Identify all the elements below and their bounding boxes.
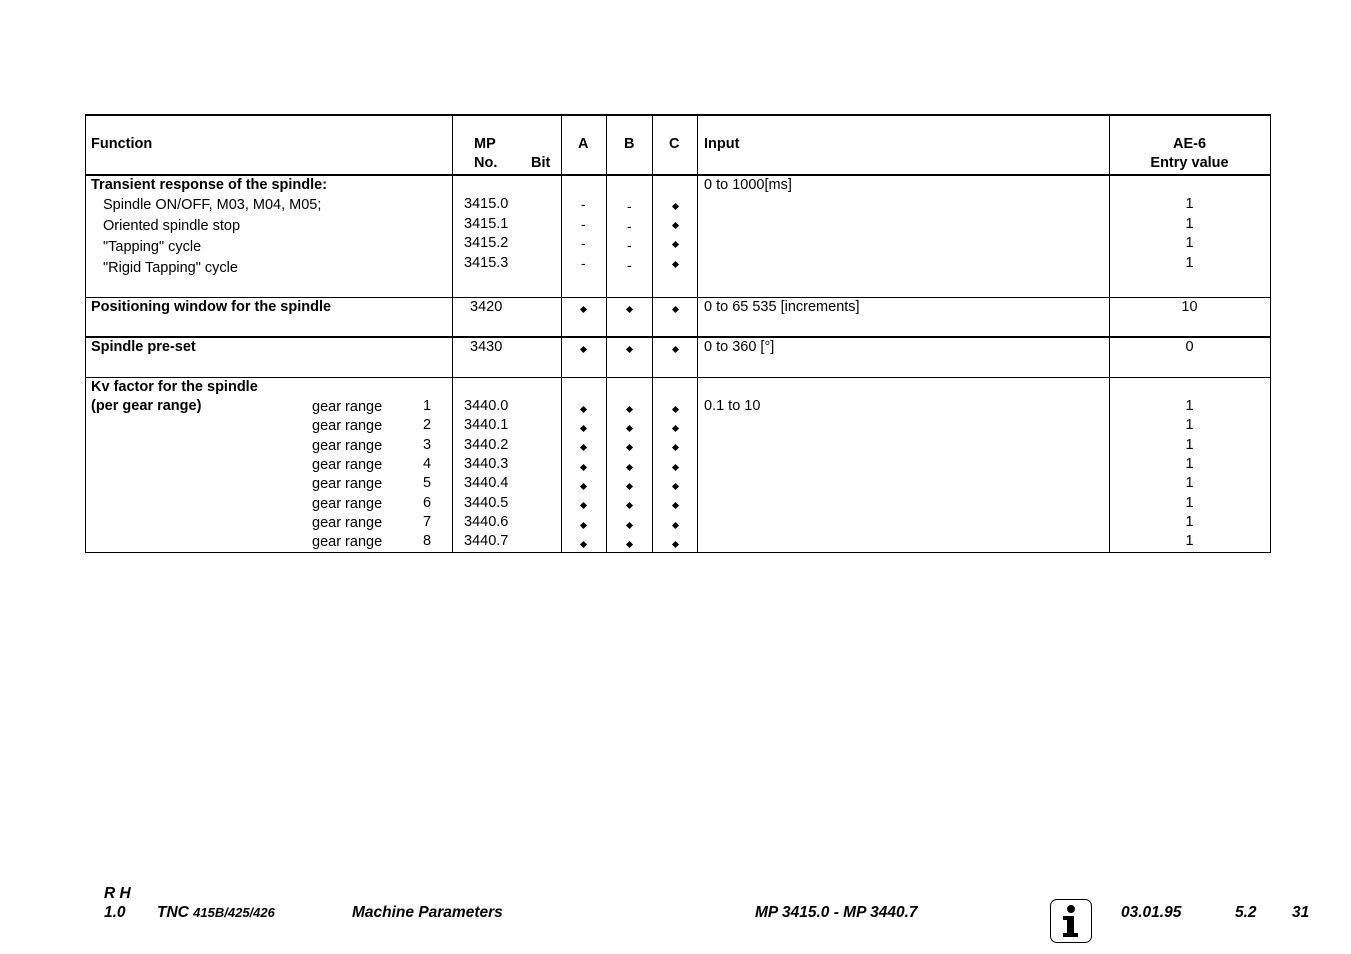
mp-number: 3440.7 [464, 533, 509, 549]
footer-mp-range: MP 3415.0 - MP 3440.7 [755, 904, 918, 921]
input-range: 0 to 360 [°] [704, 339, 775, 355]
col-b-dash: - [627, 237, 632, 253]
diamond-icon [626, 464, 633, 471]
mp-number: 3440.4 [464, 475, 509, 491]
diamond-icon [672, 203, 679, 210]
diamond-icon [672, 425, 679, 432]
col-a-dash: - [581, 216, 586, 232]
entry-value: 1 [1185, 495, 1194, 511]
entry-value: 1 [1185, 216, 1194, 232]
header-mp: MP [474, 136, 496, 152]
diamond-icon [672, 222, 679, 229]
footer-models: 415B/425/426 [193, 905, 275, 920]
footer-tnc [157, 904, 275, 922]
entry-value: 10 [1181, 299, 1198, 315]
input-range: 0 to 65 535 [increments] [704, 299, 860, 315]
mp-number: 3420 [470, 299, 503, 315]
transient-item-label: "Tapping" cycle [103, 239, 202, 255]
diamond-icon [672, 346, 679, 353]
header-entry-value: Entry value [1150, 155, 1229, 171]
diamond-icon [626, 502, 633, 509]
gear-range-label: gear range [312, 476, 383, 492]
diamond-icon [580, 502, 587, 509]
gear-range-label: gear range [312, 496, 383, 512]
mp-number: 3415.0 [464, 196, 509, 212]
footer-version: 1.0 [104, 904, 126, 921]
mp-number: 3415.3 [464, 255, 509, 271]
header-mp-no: No. [474, 155, 498, 171]
diamond-icon [580, 541, 587, 548]
diamond-icon [626, 306, 633, 313]
footer-rh: R H [104, 885, 131, 902]
diamond-icon [672, 261, 679, 268]
footer-date: 03.01.95 [1121, 904, 1182, 921]
gear-range-number: 4 [423, 456, 432, 472]
transient-item-label: Spindle ON/OFF, M03, M04, M05; [103, 197, 322, 213]
col-a-dash: - [581, 196, 586, 212]
gear-range-number: 5 [423, 475, 432, 491]
diamond-icon [626, 522, 633, 529]
diamond-icon [672, 464, 679, 471]
diamond-icon [672, 444, 679, 451]
diamond-icon [672, 406, 679, 413]
entry-value: 1 [1185, 235, 1194, 251]
entry-value: 0 [1185, 339, 1194, 355]
header-col-c: C [669, 136, 680, 152]
entry-value: 1 [1185, 437, 1194, 453]
info-glyph [1051, 900, 1091, 942]
mp-number: 3440.6 [464, 514, 509, 530]
footer-page-number: 31 [1292, 904, 1310, 921]
mp-number: 3440.5 [464, 495, 509, 511]
col-a-dash: - [581, 235, 586, 251]
input-range: 0.1 to 10 [704, 398, 761, 414]
header-col-b: B [624, 136, 635, 152]
mp-number: 3440.3 [464, 456, 509, 472]
col-b-dash: - [627, 218, 632, 234]
gear-range-label: gear range [312, 438, 383, 454]
diamond-icon [626, 346, 633, 353]
kv-subtitle: (per gear range) [91, 398, 202, 414]
info-icon [1050, 899, 1092, 943]
gear-range-number: 6 [423, 495, 432, 511]
transient-item-label: Oriented spindle stop [103, 218, 241, 234]
diamond-icon [580, 306, 587, 313]
mp-number: 3415.2 [464, 235, 509, 251]
diamond-icon [626, 541, 633, 548]
entry-value: 1 [1185, 475, 1194, 491]
parameter-table [85, 114, 1271, 553]
gear-range-number: 7 [423, 514, 432, 530]
kv-title: Kv factor for the spindle [91, 379, 258, 395]
diamond-icon [626, 444, 633, 451]
gear-range-number: 1 [423, 398, 432, 414]
gear-range-label: gear range [312, 515, 383, 531]
col-b-dash: - [627, 198, 632, 214]
positioning-title: Positioning window for the spindle [91, 299, 332, 315]
diamond-icon [672, 306, 679, 313]
entry-value: 1 [1185, 417, 1194, 433]
mp-number: 3430 [470, 339, 503, 355]
footer-tnc-label: TNC [157, 904, 189, 921]
footer-chapter: 5.2 [1235, 904, 1257, 921]
input-range: 0 to 1000[ms] [704, 177, 792, 193]
diamond-icon [580, 444, 587, 451]
entry-value: 1 [1185, 398, 1194, 414]
entry-value: 1 [1185, 514, 1194, 530]
diamond-icon [580, 483, 587, 490]
gear-range-label: gear range [312, 457, 383, 473]
entry-value: 1 [1185, 196, 1194, 212]
gear-range-label: gear range [312, 534, 383, 550]
footer-section-title: Machine Parameters [352, 904, 503, 921]
diamond-icon [580, 406, 587, 413]
header-mp-bit: Bit [531, 155, 551, 171]
entry-value: 1 [1185, 255, 1194, 271]
mp-number: 3440.0 [464, 398, 509, 414]
entry-value: 1 [1185, 533, 1194, 549]
col-b-dash: - [627, 257, 632, 273]
diamond-icon [626, 406, 633, 413]
mp-number: 3440.2 [464, 437, 509, 453]
gear-range-label: gear range [312, 399, 383, 415]
diamond-icon [672, 522, 679, 529]
diamond-icon [672, 241, 679, 248]
diamond-icon [672, 483, 679, 490]
preset-title: Spindle pre-set [91, 339, 196, 355]
diamond-icon [626, 425, 633, 432]
diamond-icon [672, 541, 679, 548]
transient-title: Transient response of the spindle: [91, 177, 328, 193]
entry-value: 1 [1185, 456, 1194, 472]
transient-item-label: "Rigid Tapping" cycle [103, 260, 238, 276]
diamond-icon [580, 464, 587, 471]
header-col-a: A [578, 136, 589, 152]
kv-factor-row [86, 378, 1270, 552]
diamond-icon [626, 483, 633, 490]
diamond-icon [580, 425, 587, 432]
transient-response-row [86, 176, 1270, 298]
spindle-preset-row [86, 338, 1270, 378]
positioning-window-row [86, 298, 1270, 338]
header-input: Input [704, 136, 740, 152]
diamond-icon [672, 502, 679, 509]
gear-range-number: 8 [423, 533, 432, 549]
mp-number: 3440.1 [464, 417, 509, 433]
table-header-row [86, 116, 1270, 176]
gear-range-number: 2 [423, 417, 432, 433]
diamond-icon [580, 346, 587, 353]
mp-number: 3415.1 [464, 216, 509, 232]
header-function: Function [91, 136, 153, 152]
gear-range-number: 3 [423, 437, 432, 453]
diamond-icon [580, 522, 587, 529]
col-a-dash: - [581, 255, 586, 271]
header-ae6: AE-6 [1172, 136, 1207, 152]
gear-range-label: gear range [312, 418, 383, 434]
